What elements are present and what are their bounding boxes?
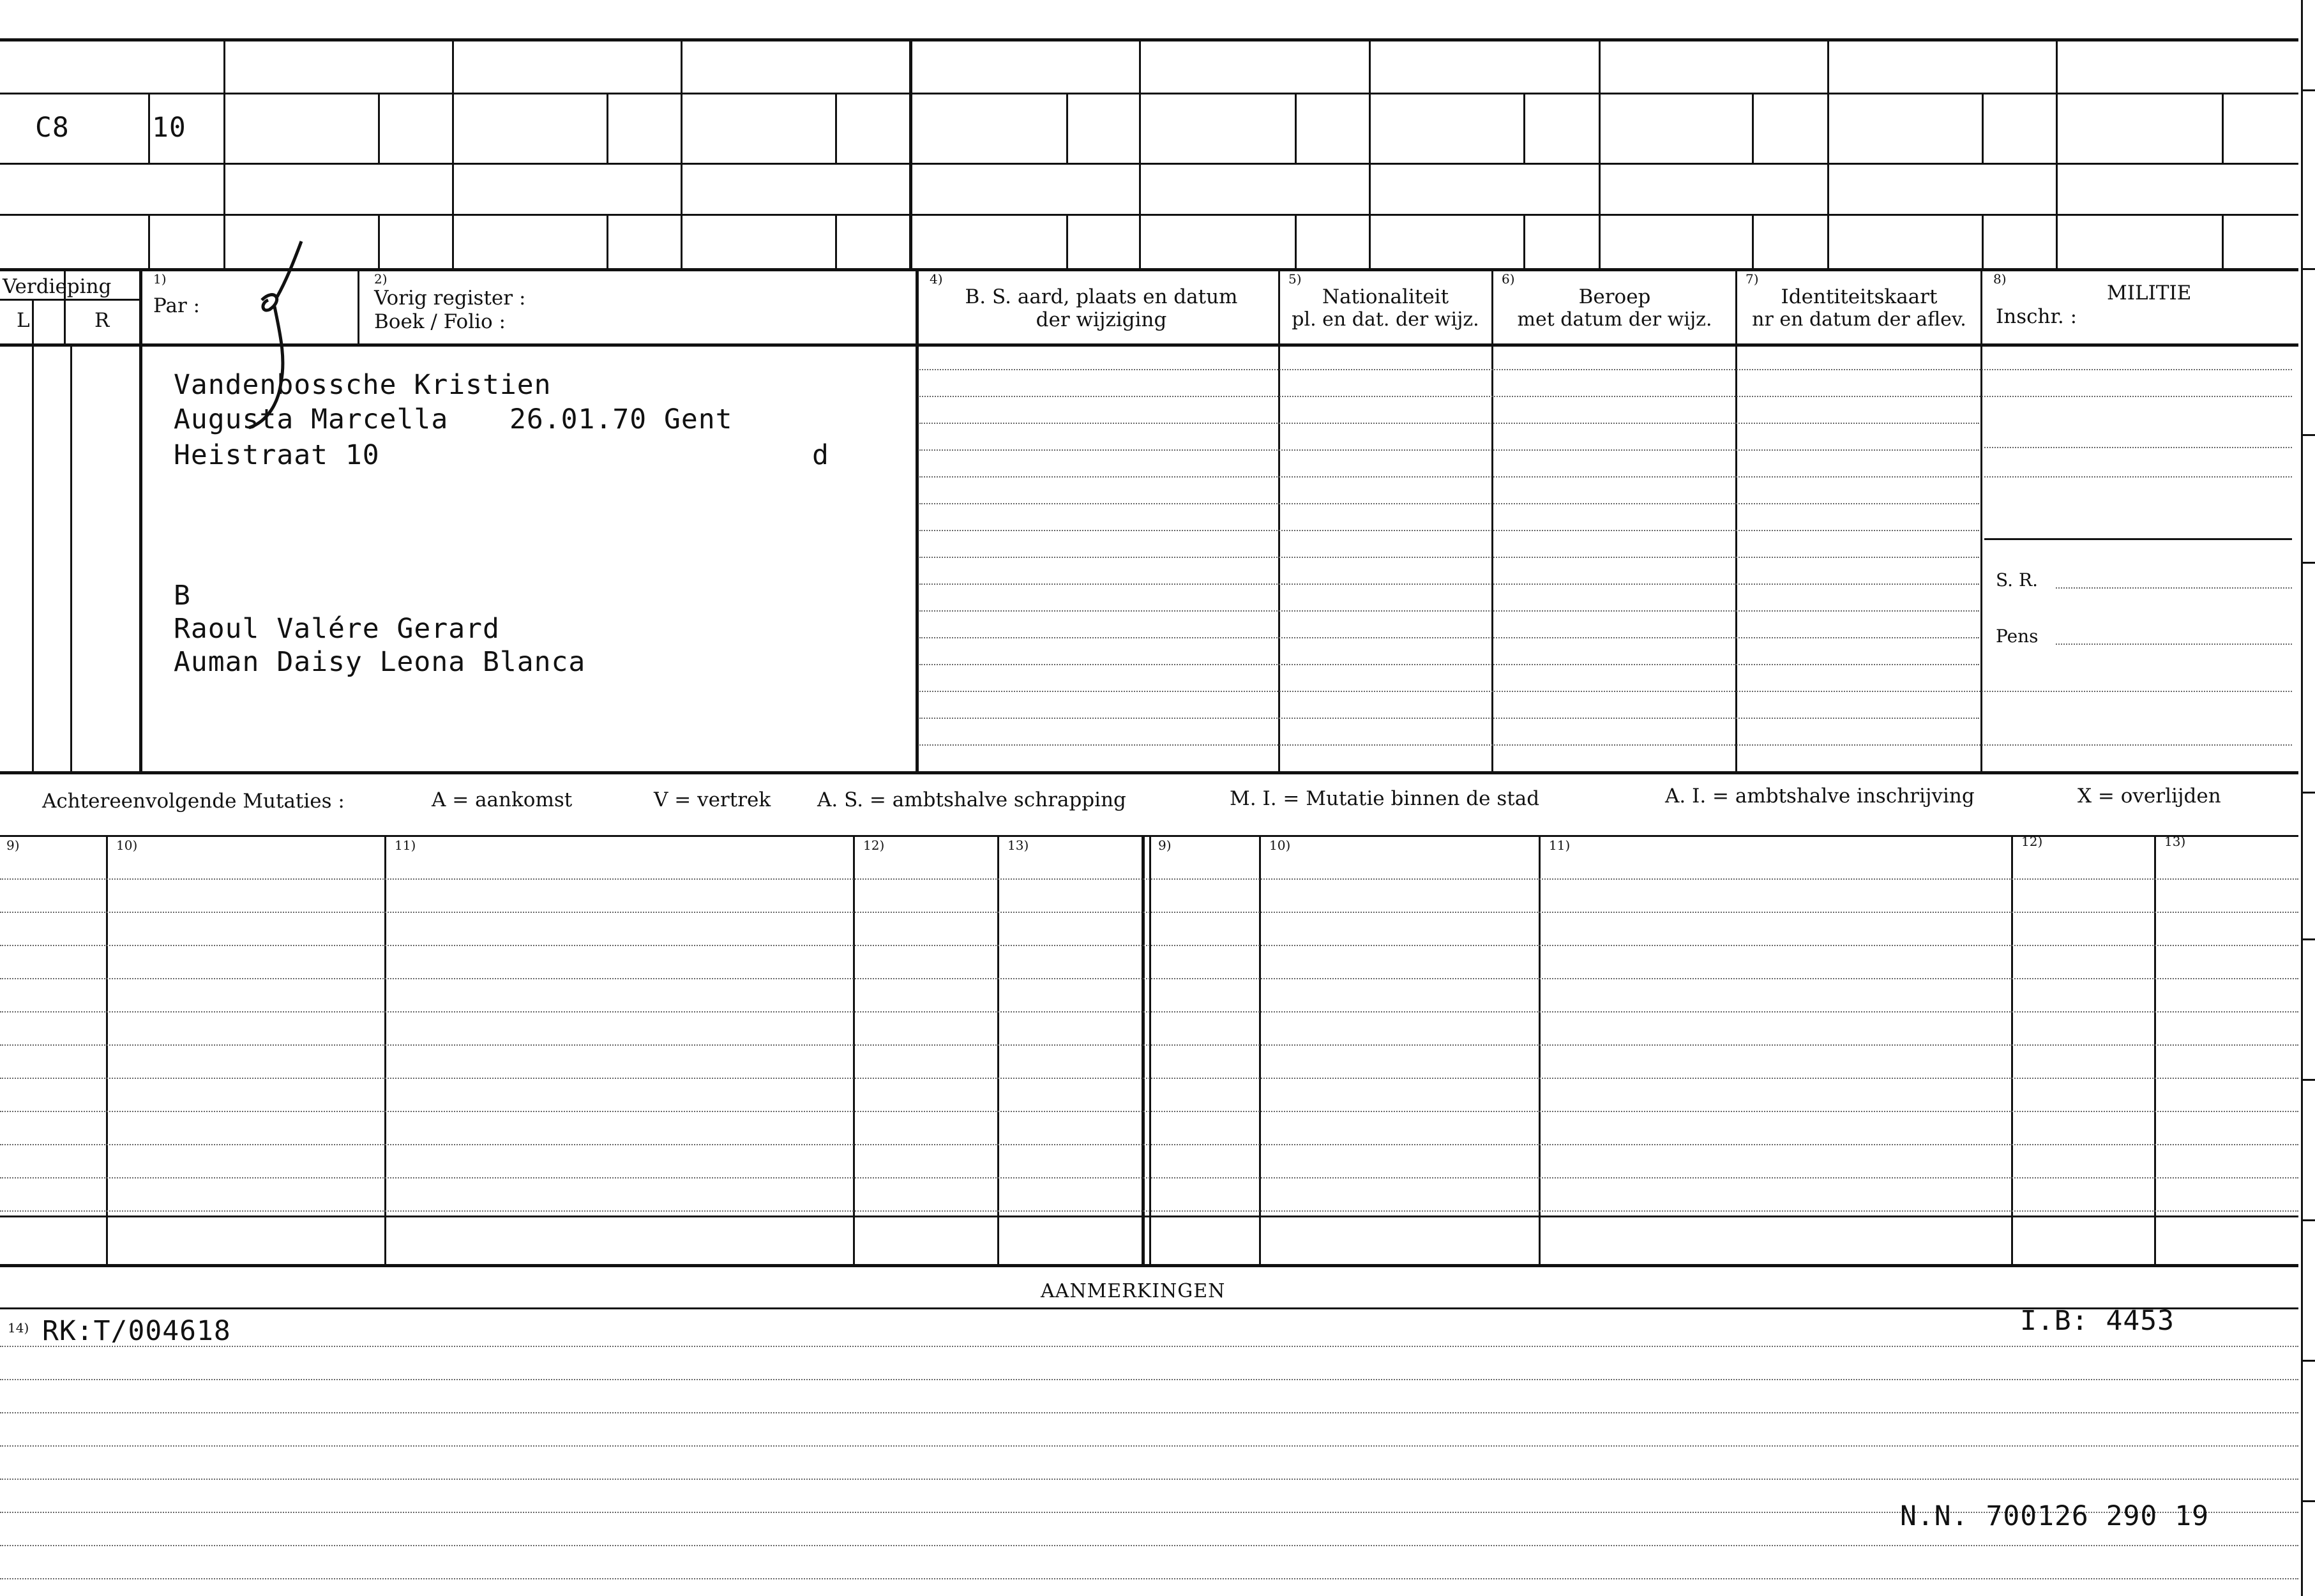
legend-v: V = vertrek bbox=[654, 788, 771, 811]
bs-label-2: der wijziging bbox=[1036, 308, 1167, 331]
col5-number: 5) bbox=[1288, 271, 1302, 287]
verdieping-l: L bbox=[17, 309, 30, 332]
remarks-rk: RK:T/004618 bbox=[42, 1315, 231, 1347]
mut-col-10b: 10) bbox=[1269, 838, 1291, 853]
boek-folio-label: Boek / Folio : bbox=[374, 310, 506, 333]
legend-a: A = aankomst bbox=[432, 788, 573, 811]
verdieping-r: R bbox=[94, 309, 110, 332]
vorig-register-label: Vorig register : bbox=[374, 287, 526, 310]
identiteitskaart-label-1: Identiteitskaart bbox=[1781, 285, 1938, 308]
legend-x: X = overlijden bbox=[2077, 785, 2221, 808]
body-bottom-line bbox=[0, 771, 2298, 774]
top-code-2: 10 bbox=[152, 112, 186, 144]
top-code-1: C8 bbox=[35, 112, 70, 144]
legend-mi: M. I. = Mutatie binnen de stad bbox=[1230, 787, 1540, 810]
mut-col-9b: 9) bbox=[1158, 838, 1172, 853]
person-given-names: Augusta Marcella bbox=[174, 403, 449, 435]
person-marker: d bbox=[812, 439, 829, 471]
pens-label: Pens bbox=[1996, 626, 2039, 647]
col2-number: 2) bbox=[374, 271, 388, 287]
col7-number: 7) bbox=[1746, 271, 1759, 287]
mother-name: Auman Daisy Leona Blanca bbox=[174, 646, 586, 678]
sr-label: S. R. bbox=[1996, 569, 2038, 591]
remarks-ib: I.B: 4453 bbox=[2020, 1305, 2175, 1337]
beroep-label-1: Beroep bbox=[1578, 285, 1651, 308]
remarks-number: 14) bbox=[8, 1320, 29, 1336]
verdieping-label: Verdieping bbox=[3, 275, 112, 298]
mut-col-9a: 9) bbox=[6, 838, 20, 853]
mutations-title: Achtereenvolgende Mutaties : bbox=[42, 790, 345, 813]
bs-label-1: B. S. aard, plaats en datum bbox=[965, 285, 1238, 308]
nationaliteit-label-2: pl. en dat. der wijz. bbox=[1292, 308, 1479, 331]
mut-col-12b: 12) bbox=[2021, 834, 2043, 849]
parents-label: B bbox=[174, 580, 191, 612]
par-label: Par : bbox=[153, 294, 200, 317]
nationaliteit-label-1: Nationaliteit bbox=[1322, 285, 1449, 308]
inschr-label: Inschr. : bbox=[1996, 305, 2077, 328]
legend-as: A. S. = ambtshalve schrapping bbox=[817, 788, 1126, 811]
handwritten-mark bbox=[236, 236, 326, 440]
remarks-title: AANMERKINGEN bbox=[1041, 1280, 1226, 1302]
mut-col-10a: 10) bbox=[116, 838, 138, 853]
col6-number: 6) bbox=[1502, 271, 1515, 287]
person-birth: 26.01.70 Gent bbox=[509, 403, 733, 435]
mut-col-11a: 11) bbox=[395, 838, 416, 853]
militie-title: MILITIE bbox=[2107, 282, 2192, 305]
mut-col-13a: 13) bbox=[1007, 838, 1029, 853]
mut-col-11b: 11) bbox=[1549, 838, 1571, 853]
col8-number: 8) bbox=[1993, 271, 2007, 287]
mut-col-13b: 13) bbox=[2164, 834, 2186, 849]
father-name: Raoul Valére Gerard bbox=[174, 613, 500, 645]
beroep-label-2: met datum der wijz. bbox=[1517, 308, 1712, 331]
person-address: Heistraat 10 bbox=[174, 439, 380, 471]
mut-col-12a: 12) bbox=[863, 838, 885, 853]
col4-number: 4) bbox=[930, 271, 943, 287]
legend-ai: A. I. = ambtshalve inschrijving bbox=[1665, 785, 1975, 808]
identiteitskaart-label-2: nr en datum der aflev. bbox=[1752, 308, 1966, 331]
remarks-nn: N.N. 700126 290 19 bbox=[1900, 1500, 2209, 1532]
col1-number: 1) bbox=[153, 271, 167, 287]
person-name: Vandenbossche Kristien bbox=[174, 369, 552, 401]
